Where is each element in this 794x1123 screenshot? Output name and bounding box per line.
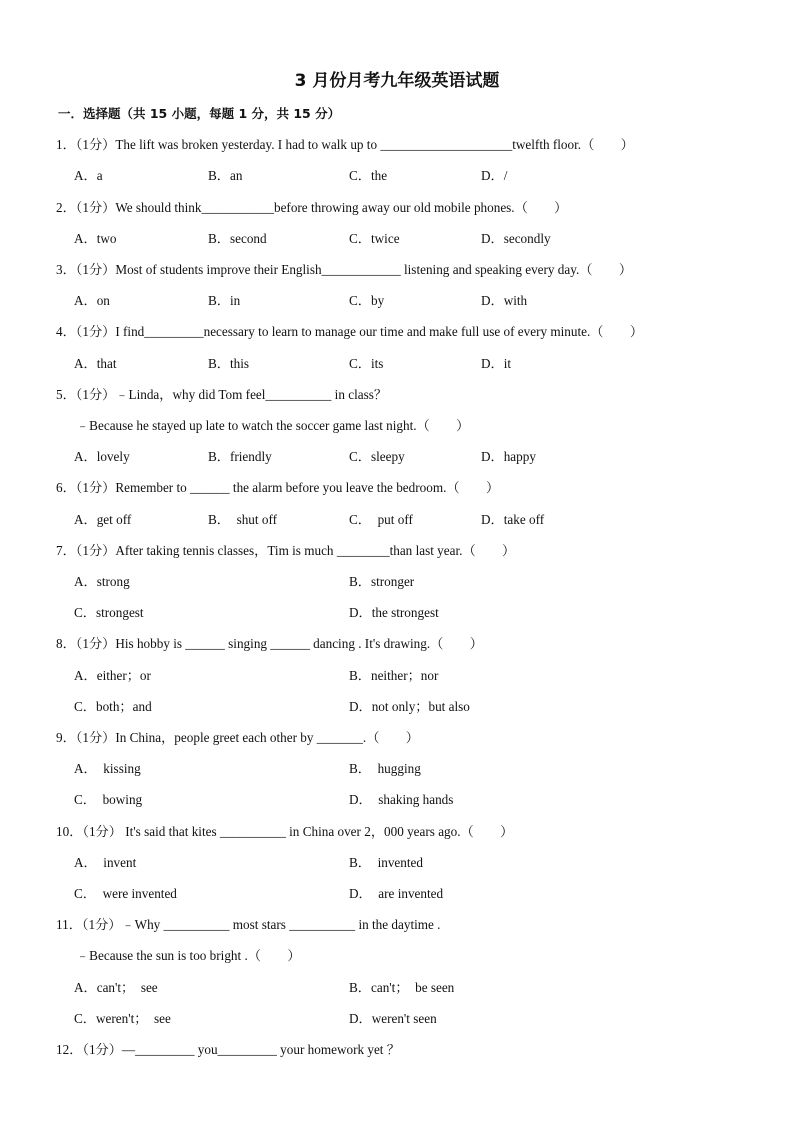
question-2-option-b: B．second [208,231,267,246]
question-9-stem: 9．（1分）In China，people greet each other by _______.（ ） [56,730,419,745]
question-8-option-b: B．neither；nor [349,668,439,683]
question-1-option-b: B．an [208,168,243,183]
question-8-option-d: D．not only；but also [349,699,470,714]
question-6-stem: 6．（1分）Remember to ______ the alarm before you leave the bedroom.（ ） [56,480,500,495]
question-3-option-d: D．with [481,293,528,308]
question-10-option-d: D． are invented [349,886,444,901]
question-7-option-b: B．stronger [349,574,415,589]
question-5-option-c: C．sleepy [349,449,405,464]
question-1-option-d: D．/ [481,168,508,183]
question-6-option-d: D．take off [481,512,545,527]
question-6-option-a: A．get off [74,512,132,527]
question-5-option-a: A．lovely [74,449,130,464]
page-title: 3 月份月考九年级英语试题 [294,71,500,91]
question-9-option-d: D． shaking hands [349,792,454,807]
question-5-reply: ﹣Because he stayed up late to watch the soccer game last night.（ ） [76,418,470,433]
question-7-option-d: D．the strongest [349,605,439,620]
question-7-stem: 7．（1分）After taking tennis classes，Tim is much ________than last year.（ ） [56,543,516,558]
question-5-option-d: D．happy [481,449,536,464]
question-3-stem: 3．（1分）Most of students improve their English____________ listening and speaking every day.（ ） [56,262,633,277]
question-4-option-b: B．this [208,356,250,371]
question-1-stem: 1．（1分）The lift was broken yesterday. I had to walk up to ____________________twelfth floor.（ ） [56,137,634,152]
question-12-stem: 12．（1分）—_________ you_________ your homework yet ？ [56,1042,400,1057]
question-9-option-b: B． hugging [349,761,421,776]
question-8-option-c: C．both；and [74,699,152,714]
question-10-option-a: A． invent [74,855,137,870]
question-3-option-c: C．by [349,293,385,308]
question-1-option-c: C．the [349,168,388,183]
question-6-option-b: B． shut off [208,512,277,527]
question-4-stem: 4．（1分）I find_________necessary to learn to manage our time and make full use of every minute.（ ） [56,324,644,339]
question-10-stem: 10．（1分） It's said that kites __________ in China over 2，000 years ago.（ ） [56,824,514,839]
question-11-option-c: C．weren't； see [74,1011,171,1026]
question-7-option-a: A．strong [74,574,130,589]
question-4-option-c: C．its [349,356,384,371]
question-11-option-a: A．can't； see [74,980,158,995]
question-2-option-c: C．twice [349,231,400,246]
question-1-option-a: A．a [74,168,103,183]
question-2-option-a: A．two [74,231,117,246]
question-10-option-b: B． invented [349,855,423,870]
question-5-stem: 5．（1分）﹣Linda，why did Tom feel__________ in class？ [56,387,388,402]
question-6-option-c: C． put off [349,512,413,527]
question-8-option-a: A．either；or [74,668,151,683]
question-9-option-a: A． kissing [74,761,141,776]
question-11-option-d: D．weren't seen [349,1011,437,1026]
question-5-option-b: B．friendly [208,449,272,464]
question-3-option-a: A．on [74,293,110,308]
question-11-reply: ﹣Because the sun is too bright .（ ） [76,948,301,963]
question-2-option-d: D．secondly [481,231,551,246]
section-heading: 一．选择题（共 15 小题，每题 1 分，共 15 分） [58,106,341,121]
question-7-option-c: C．strongest [74,605,144,620]
question-3-option-b: B．in [208,293,241,308]
question-2-stem: 2．（1分）We should think___________before throwing away our old mobile phones.（ ） [56,200,568,215]
question-4-option-d: D．it [481,356,512,371]
question-11-option-b: B．can't； be seen [349,980,455,995]
question-4-option-a: A．that [74,356,117,371]
question-11-stem: 11．（1分）﹣Why __________ most stars __________ in the daytime . [56,917,441,932]
question-9-option-c: C． bowing [74,792,143,807]
question-8-stem: 8．（1分）His hobby is ______ singing ______ dancing . It's drawing.（ ） [56,636,483,651]
question-10-option-c: C． were invented [74,886,177,901]
